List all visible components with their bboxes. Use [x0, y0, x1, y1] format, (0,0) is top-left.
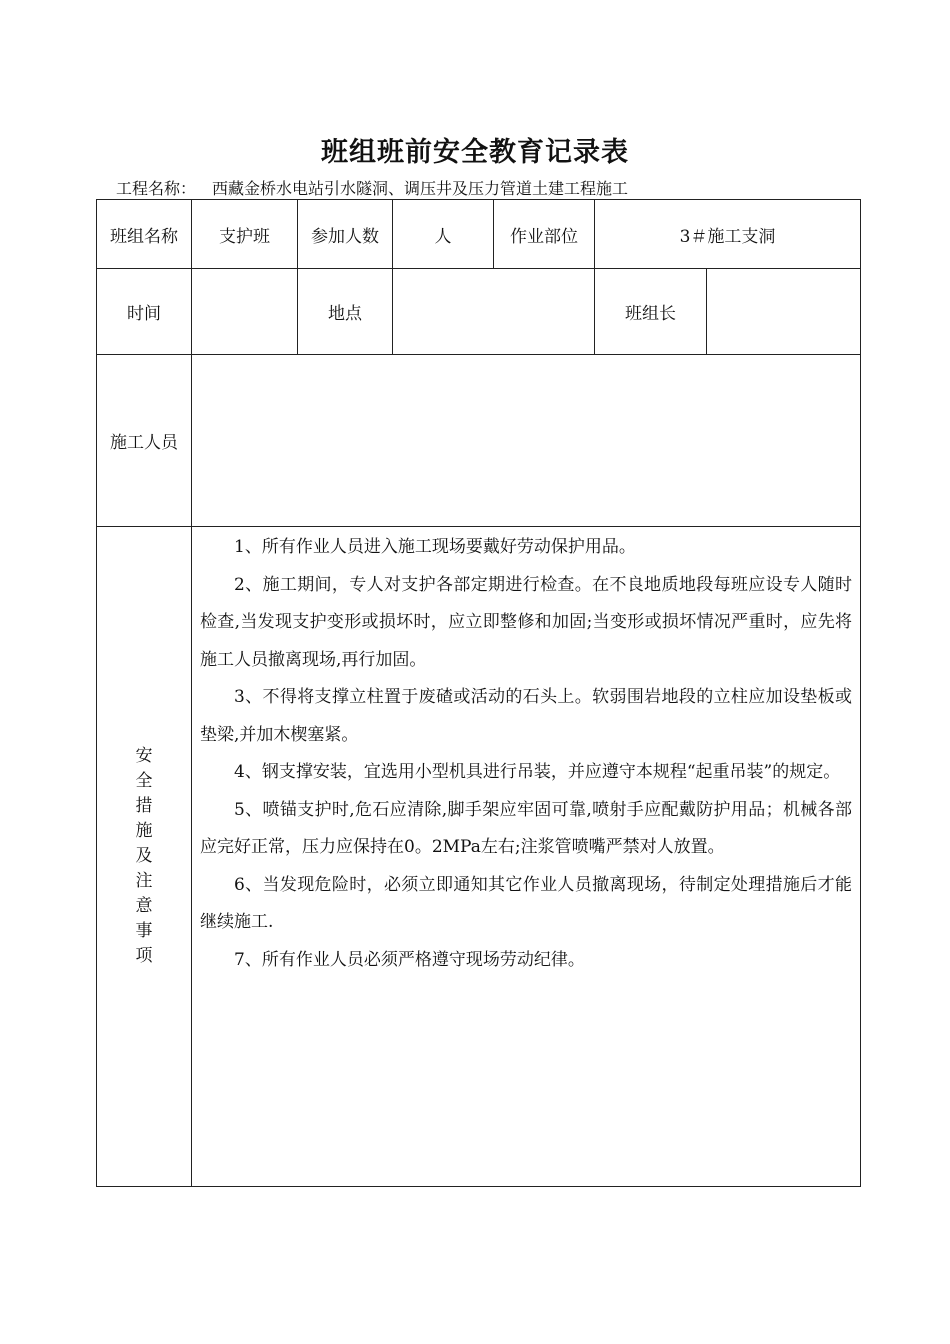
safety-measures-label: 安 全 措 施 及 注 意 事 项 [97, 527, 192, 1187]
project-name: 西藏金桥水电站引水隧洞、调压井及压力管道土建工程施工 [212, 179, 629, 198]
team-leader-label: 班组长 [595, 269, 707, 355]
participant-count-value: 人 [393, 200, 494, 269]
safety-item: 4、钢支撑安装，宜选用小型机具进行吊装，并应遵守本规程“起重吊装”的规定。 [234, 762, 841, 782]
time-label: 时间 [97, 269, 192, 355]
work-area-value: 3＃施工支洞 [595, 200, 861, 269]
place-value [393, 269, 595, 355]
place-label: 地点 [298, 269, 393, 355]
team-name-value: 支护班 [192, 200, 298, 269]
safety-item: 3、不得将支撑立柱置于废碴或活动的石头上。软弱围岩地段的立柱应加设垫板或垫梁,并加木楔塞紧。 [200, 687, 853, 745]
staff-label: 施工人员 [97, 355, 192, 527]
team-name-label: 班组名称 [97, 200, 192, 269]
participant-count-label: 参加人数 [298, 200, 393, 269]
record-table [96, 199, 861, 1187]
row-team [97, 200, 861, 269]
safety-measures-content [192, 527, 861, 1187]
safety-item: 2、施工期间，专人对支护各部定期进行检查。在不良地质地段每班应设专人随时检查,当发现支护变形或损坏时，应立即整修和加固;当变形或损坏情况严重时，应先将施工人员撤离现场,再行加固。 [200, 574, 853, 670]
safety-item: 7、所有作业人员必须严格遵守现场劳动纪律。 [234, 949, 585, 970]
project-line [116, 176, 628, 199]
safety-item: 6、当发现危险时，必须立即通知其它作业人员撤离现场，待制定处理措施后才能继续施工. [200, 874, 853, 932]
staff-value [192, 355, 861, 527]
safety-item: 5、喷锚支护时,危石应清除,脚手架应牢固可靠,喷射手应配戴防护用品；机械各部应完好正常，压力应保持在0。2MPa左右;注浆管喷嘴严禁对人放置。 [200, 799, 853, 857]
safety-item: 1、所有作业人员进入施工现场要戴好劳动保护用品。 [234, 537, 636, 557]
page-title: 班组班前安全教育记录表 [321, 137, 629, 168]
row-staff [97, 355, 861, 527]
project-label: 工程名称： [116, 179, 197, 198]
row-time [97, 269, 861, 355]
row-safety [97, 527, 861, 1187]
time-value [192, 269, 298, 355]
work-area-label: 作业部位 [494, 200, 595, 269]
team-leader-value [707, 269, 861, 355]
